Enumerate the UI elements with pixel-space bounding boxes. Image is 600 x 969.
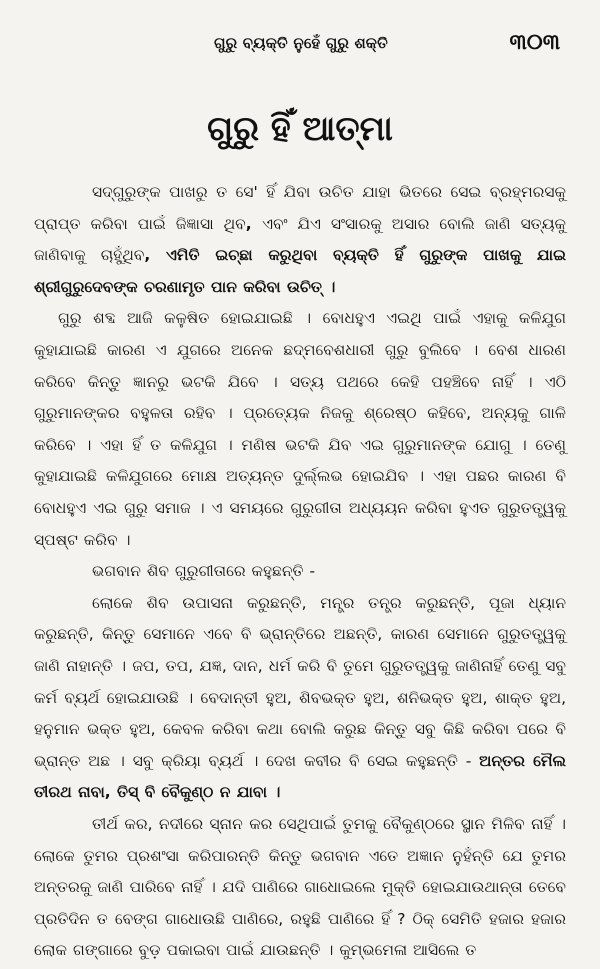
paragraph-4: [34, 588, 566, 809]
paragraph-3: ଭଗବାନ ଶିବ ଗୁରୁଗୀତାରେ କହୁଛନ୍ତି -: [92, 562, 316, 581]
paragraph-4-text: ଲୋକେ ଶିବ ଉପାସନା କରୁଛନ୍ତି, ମନ୍ତ୍ର ତନ୍ତ୍ର କରୁଛନ୍ତି, ପୂଜା ଧ୍ୟାନ କରୁଛନ୍ତି, କିନ୍ତୁ ସେମାନେ ଏବେ ବି ଭ୍ରାନ୍ତିରେ ଅଛନ୍ତି, କାରଣ ସେମାନେ ଗୁରୁତତ୍ତ୍ୱକୁ ଜାଣି ନାହାନ୍ତି । ଜପ, ତପ, ଯଜ୍ଞ, ଦାନ, ଧର୍ମ କରି ବି ତୁମେ ଗୁରୁତତ୍ତ୍ୱକୁ ଜାଣିନାହିଁ ତେଣୁ ସବୁ କର୍ମ ବ୍ୟର୍ଥ ହୋଇଯାଉଛି । ବେଦାନ୍ତୀ ହୁଅ, ଶିବଭକ୍ତ ହୁଅ, ଶନିଭକ୍ତ ହୁଅ, ଶାକ୍ତ ହୁଅ, ହନୁମାନ ଭକ୍ତ ହୁଅ, କେବଳ କରିବା କଥା ବୋଲି କରୁଛ କିନ୍ତୁ ସବୁ କିଛି କରିବା ପରେ ବି ଭ୍ରାନ୍ତ ଅଛ । ସବୁ କ୍ରିୟା ବ୍ୟର୍ଥ । ଦେଖ କବୀର ବି ସେଇ କହୁଛନ୍ତି -: [34, 593, 566, 770]
page-number: ୩୦୩: [509, 30, 560, 55]
paragraph-1-bold-b: , ଏମିତି ଇଚ୍ଛା କରୁଥିବା ବ୍ୟକ୍ତି ହିଁ ଗୁରୁଙ୍କ ପାଖକୁ ଯାଇ ଶ୍ରୀଗୁରୁଦେବଙ୍କ ଚରଣାମୃତ ପାନ କରିବା ଉଚିତ୍ ।: [34, 246, 566, 296]
paragraph-5: ତୀର୍ଥ କର, ନଦୀରେ ସ୍ନାନ କର ସେଥିପାଇଁ ତୁମକୁ ବୈକୁଣ୍ଠରେ ସ୍ଥାନ ମିଳିବ ନାହିଁ । ଲୋକେ ତୁମର ପ୍ରଶଂସା କରିପାରନ୍ତି କିନ୍ତୁ ଭଗବାନ ଏତେ ଅଜ୍ଞାନ ନୁହଁନ୍ତି ଯେ ତୁମର ଅନ୍ତରକୁ ଜାଣି ପାରିବେ ନାହିଁ । ଯଦି ପାଣିରେ ଗାଧୋଇଲେ ମୁକ୍ତି ହୋଇଯାଉଥାନ୍ତା ତେବେ ପ୍ରତିଦିନ ତ ବେଙ୍ଗ ଗାଧୋଉଛି ପାଣିରେ, ରହୁଛି ପାଣିରେ ହିଁ ? ଠିକ୍ ସେମିତି ହଜାର ହଜାର ଲୋକ ଗଙ୍ଗାରେ ବୁଡ଼ ପକାଇବା ପାଇଁ ଯାଉଛନ୍ତି । କୁମ୍ଭମେଳା ଆସିଲେ ତ: [34, 814, 566, 960]
paragraph-1-text-a: ସଦ୍‌ଗୁରୁଙ୍କ ପାଖରୁ ତ ସେ' ହିଁ ଯିବା ଉଚିତ ଯାହା ଭିତରେ ସେଇ ବ୍ରହ୍ମରସକୁ ପ୍ରାପ୍ତ କରିବା ପାଇଁ ଜିଜ୍ଞାସା ଥିବ: [34, 183, 566, 233]
chapter-title: ଗୁରୁ ହିଁ ଆତ୍ମା: [207, 109, 393, 149]
kabir-quote: ଅନ୍ତର ମୈଲ ତୀରଥ ନାବା, ତିସ୍ ବି ବୈକୁଣ୍ଠ ନ ଯାବା ।: [34, 751, 567, 802]
paragraph-1-text-b: ଏବଂ ଯିଏ ସଂସାରକୁ ଅସାର ବୋଲି ଜାଣି ସତ୍ୟକୁ ଜାଣିବାକୁ ଚାହୁଁଥିବ: [34, 214, 566, 265]
running-title: ଗୁରୁ ବ୍ୟକ୍ତି ନୁହେଁ ଗୁରୁ ଶକ୍ତି: [214, 34, 388, 52]
paragraph-2: ଗୁରୁ ଶବ୍ଦ ଆଜି କଳୁଷିତ ହୋଇଯାଇଛି । ବୋଧହୁଏ ଏଇଥି ପାଇଁ ଏହାକୁ କଳିଯୁଗ କୁହାଯାଇଛି କାରଣ ଏ ଯୁଗରେ ଅନେକ ଛଦ୍ମବେଶଧାରୀ ଗୁରୁ ବୁଲିବେ । ବେଶ ଧାରଣ କରିବେ କିନ୍ତୁ ଜ୍ଞାନରୁ ଭଟକି ଯିବେ । ସତ୍ୟ ପଥରେ କେହି ପହଞ୍ଚିବେ ନାହିଁ । ଏଠି ଗୁରୁମାନଙ୍କର ବହୁଳତା ରହିବ । ପ୍ରତ୍ୟେକ ନିଜକୁ ଶ୍ରେଷ୍ଠ କହିବେ, ଅନ୍ୟକୁ ଗାଳି କରିବେ । ଏହା ହିଁ ତ କଳିଯୁଗ । ମଣିଷ ଭଟକି ଯିବ ଏଇ ଗୁରୁମାନଙ୍କ ଯୋଗୁ । ତେଣୁ କୁହାଯାଇଛି କଳିଯୁଗରେ ମୋକ୍ଷ ଅତ୍ୟନ୍ତ ଦୁର୍ଲ୍ଲଭ ହୋଇଯିବ । ଏହା ପଛର କାରଣ ବି ବୋଧହୁଏ ଏଇ ଗୁରୁ ସମାଜ । ଏ ସମୟରେ ଗୁରୁଗୀତା ଅଧ୍ୟୟନ କରିବା ହୁଏତ ଗୁରୁତତ୍ତ୍ୱକୁ ସ୍ପଷ୍ଟ କରିବ ।: [34, 309, 566, 549]
running-head: [34, 28, 566, 70]
paragraph-1: [34, 177, 566, 303]
paragraph-1-bold-a: ,: [245, 214, 263, 233]
